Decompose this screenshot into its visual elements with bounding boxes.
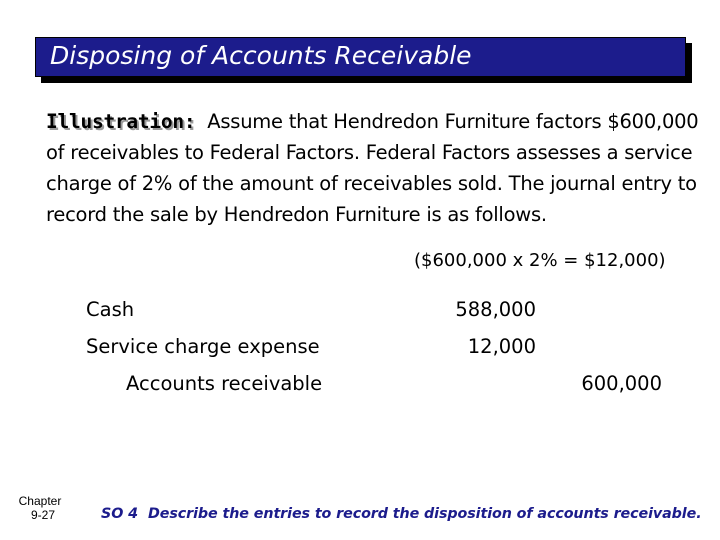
study-objective <box>101 503 702 525</box>
chapter-marker <box>10 494 70 522</box>
page-number: 9-27 <box>30 508 56 522</box>
illustration-label: Illustration: <box>46 110 196 133</box>
objective-code: SO 4 <box>101 506 138 522</box>
journal-debit-cash: 588,000 <box>455 298 536 321</box>
slide-title: Disposing of Accounts Receivable <box>50 41 472 70</box>
title-bar <box>35 37 686 77</box>
objective-text: Describe the entries to record the disposition of accounts receivable. <box>147 506 702 522</box>
chapter-label: Chapter <box>18 494 62 508</box>
journal-account-service-charge: Service charge expense <box>86 335 320 358</box>
journal-account-cash: Cash <box>86 298 135 321</box>
service-charge-calculation: ($600,000 x 2% = $12,000) <box>414 250 666 271</box>
illustration-paragraph <box>46 106 706 230</box>
journal-account-receivable: Accounts receivable <box>126 372 323 395</box>
journal-debit-service-charge: 12,000 <box>467 335 536 358</box>
journal-credit-receivable: 600,000 <box>581 372 662 395</box>
illustration-text: Assume that Hendredon Furniture factors $600,000 of receivables to Federal Factors. Federal Factors assesses a service charge of 2% of the amount of receivables sold. The journal entry to record the sale by Hendredon Furniture is as follows. <box>46 110 699 226</box>
